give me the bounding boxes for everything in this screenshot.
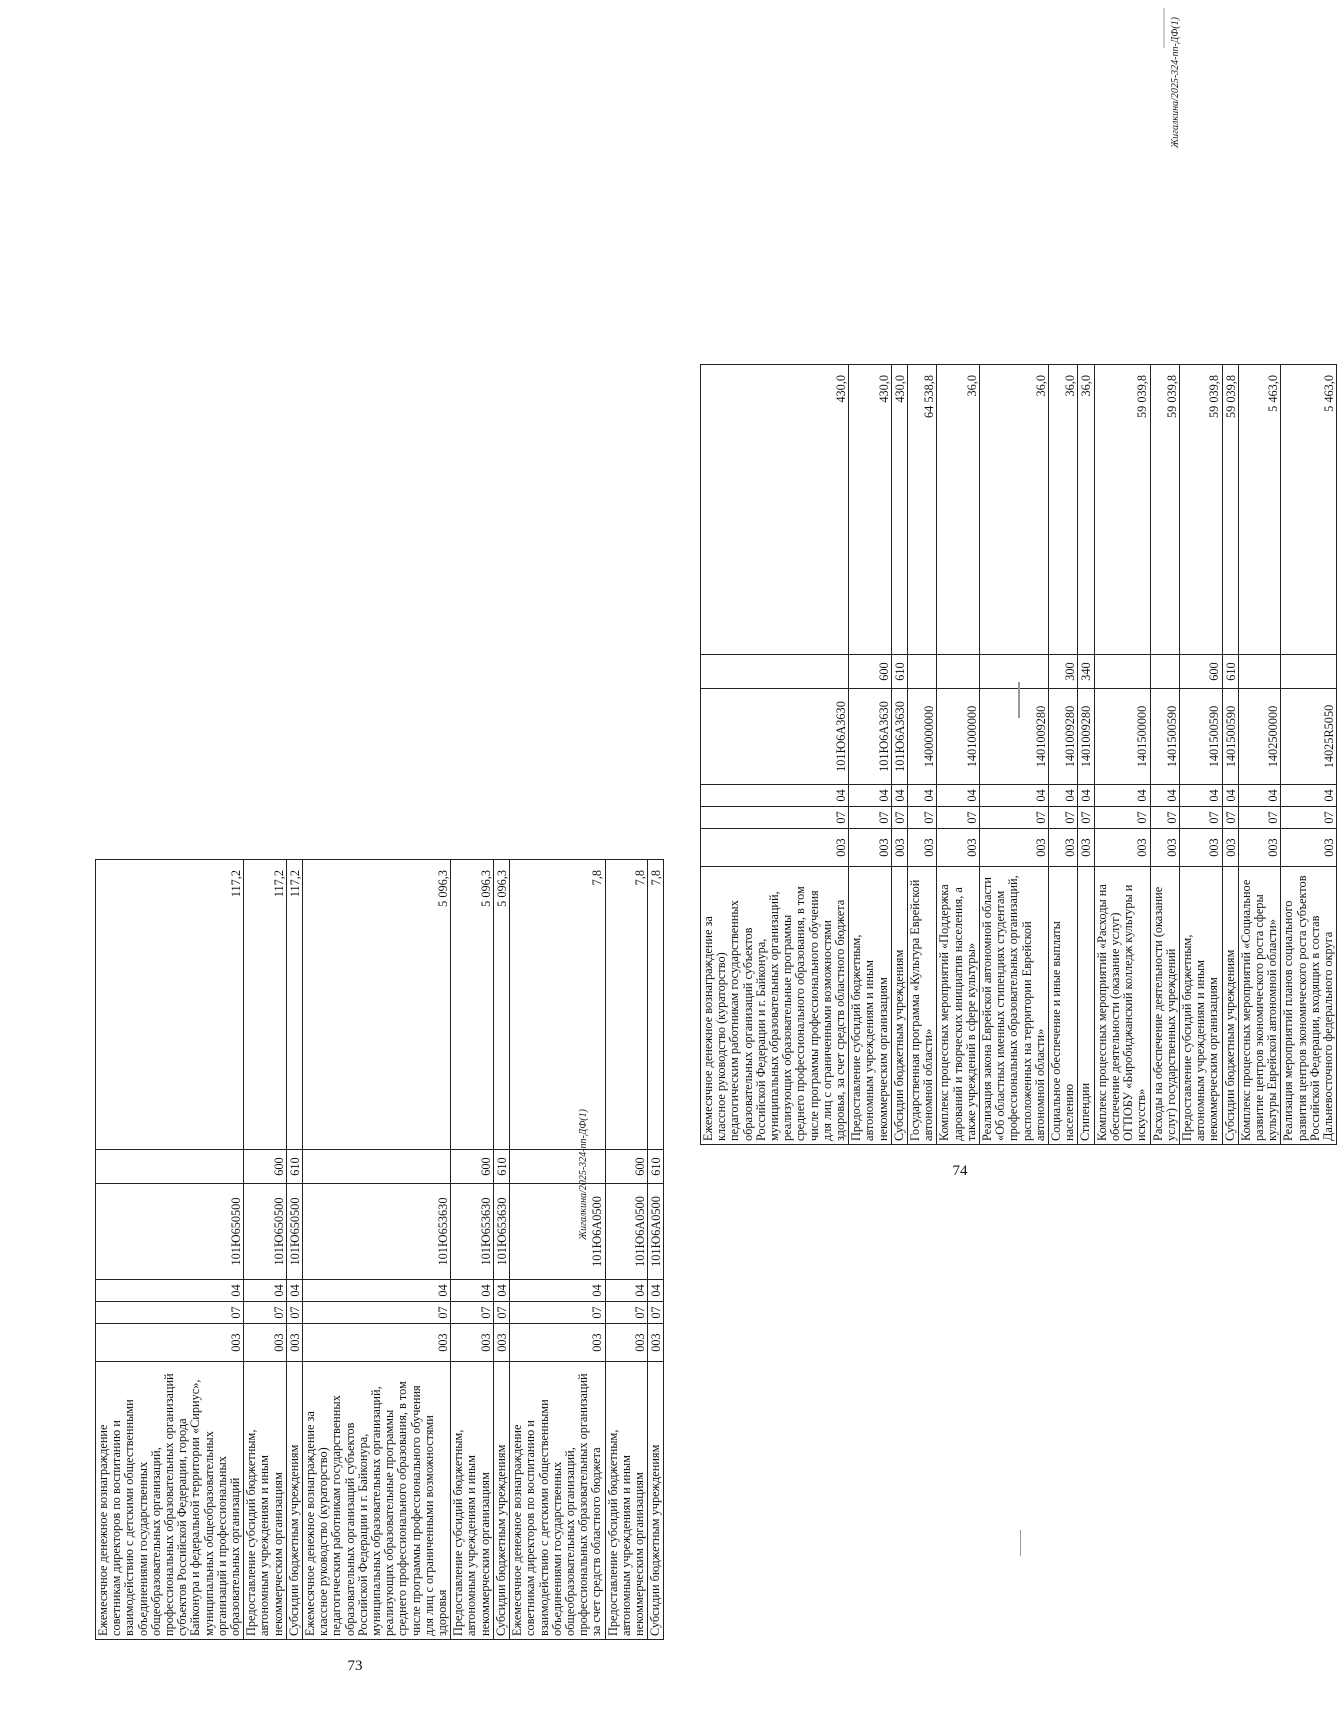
- expense-type-cell: 610: [286, 1150, 302, 1184]
- target-article-cell: 101Ю6А3630: [891, 689, 907, 785]
- amount-cell: 59 039,8: [1179, 365, 1222, 655]
- table-row: [510, 860, 605, 1640]
- expense-type-cell: [96, 1150, 244, 1184]
- amount-cell: 59 039,8: [1222, 365, 1238, 655]
- subsection-code-cell: 04: [1078, 785, 1094, 807]
- target-article-cell: 1401009280: [1078, 689, 1094, 785]
- ministry-code-cell: 003: [980, 829, 1049, 867]
- ministry-code-cell: 003: [286, 1324, 302, 1362]
- row-name-cell: Ежемесячное денежное вознаграждение за классное руководство (кураторство) педагогическим работникам государственных образовательных организаций субъектов Российской Федерации и г. Байконура, муниципальных образовательных организаций, реализующих образовательные программы среднего профессионального образования, в том числе программы профессионального обучения для лиц с ограниченными возможностями здоровья: [303, 1362, 451, 1640]
- table-row: [1094, 365, 1150, 1145]
- amount-cell: 430,0: [849, 365, 892, 655]
- subsection-code-cell: 04: [303, 1280, 451, 1302]
- section-code-cell: 07: [303, 1302, 451, 1324]
- expense-type-cell: [980, 655, 1049, 689]
- section-code-cell: 07: [96, 1302, 244, 1324]
- table-row: [96, 860, 244, 1640]
- subsection-code-cell: 04: [980, 785, 1049, 807]
- subsection-code-cell: 04: [1150, 785, 1179, 807]
- subsection-code-cell: 04: [1094, 785, 1150, 807]
- target-article-cell: 101Ю650500: [244, 1184, 287, 1280]
- expense-type-cell: [1281, 655, 1337, 689]
- expense-type-cell: 610: [648, 1150, 664, 1184]
- amount-cell: 430,0: [891, 365, 907, 655]
- table-row: [937, 365, 980, 1145]
- table-row: [303, 860, 451, 1640]
- ministry-code-cell: 003: [1150, 829, 1179, 867]
- section-code-cell: 07: [286, 1302, 302, 1324]
- row-name-cell: Субсидии бюджетным учреждениям: [648, 1362, 664, 1640]
- table-row: [493, 860, 509, 1640]
- expense-type-cell: [1238, 655, 1281, 689]
- expense-type-cell: [510, 1150, 605, 1184]
- amount-cell: 59 039,8: [1150, 365, 1179, 655]
- amount-cell: 117,2: [96, 860, 244, 1150]
- ministry-code-cell: 003: [701, 829, 849, 867]
- ministry-code-cell: 003: [451, 1324, 494, 1362]
- table-row: [908, 365, 937, 1145]
- subsection-code-cell: 04: [493, 1280, 509, 1302]
- target-article-cell: 101Ю6А0500: [510, 1184, 605, 1280]
- section-code-cell: 07: [1049, 807, 1078, 829]
- budget-table-body: [701, 365, 1337, 1145]
- table-row: [980, 365, 1049, 1145]
- section-code-cell: 07: [493, 1302, 509, 1324]
- amount-cell: 36,0: [1078, 365, 1094, 655]
- ministry-code-cell: 003: [303, 1324, 451, 1362]
- table-row: [1222, 365, 1238, 1145]
- row-name-cell: Предоставление субсидий бюджетным, автономным учреждениям и иным некоммерческим организациям: [1179, 867, 1222, 1145]
- table-row: [1150, 365, 1179, 1145]
- row-name-cell: Предоставление субсидий бюджетным, автономным учреждениям и иным некоммерческим организациям: [849, 867, 892, 1145]
- budget-page-74: [700, 365, 1336, 1179]
- row-name-cell: Реализация закона Еврейской автономной области «Об областных именных стипендиях студентам профессиональных образовательных организаций, расположенных на территории Еврейской автономной области»: [980, 867, 1049, 1145]
- subsection-code-cell: 04: [510, 1280, 605, 1302]
- budget-table: [95, 859, 664, 1640]
- row-name-cell: Предоставление субсидий бюджетным, автономным учреждениям и иным некоммерческим организациям: [605, 1362, 648, 1640]
- section-code-cell: 07: [1179, 807, 1222, 829]
- ministry-code-cell: 003: [244, 1324, 287, 1362]
- target-article-cell: 1401009280: [1049, 689, 1078, 785]
- row-name-cell: Социальное обеспечение и иные выплаты населению: [1049, 867, 1078, 1145]
- expense-type-cell: [701, 655, 849, 689]
- ministry-code-cell: 003: [1094, 829, 1150, 867]
- budget-table-body: [96, 860, 664, 1640]
- subsection-code-cell: 04: [1222, 785, 1238, 807]
- table-row: [1281, 365, 1337, 1145]
- table-row: [648, 860, 664, 1640]
- expense-type-cell: [303, 1150, 451, 1184]
- target-article-cell: 101Ю6А3630: [701, 689, 849, 785]
- target-article-cell: 101Ю653630: [493, 1184, 509, 1280]
- subsection-code-cell: 04: [908, 785, 937, 807]
- ministry-code-cell: 003: [908, 829, 937, 867]
- target-article-cell: 1401500590: [1179, 689, 1222, 785]
- table-row: [891, 365, 907, 1145]
- subsection-code-cell: 04: [605, 1280, 648, 1302]
- target-article-cell: 1401000000: [937, 689, 980, 785]
- ministry-code-cell: 003: [605, 1324, 648, 1362]
- row-name-cell: Комплекс процессных мероприятий «Социальное развитие центров экономического роста сферы культуры Еврейской автономной области»: [1238, 867, 1281, 1145]
- amount-cell: 36,0: [937, 365, 980, 655]
- target-article-cell: 1402500000: [1238, 689, 1281, 785]
- section-code-cell: 07: [908, 807, 937, 829]
- footer-stamp: Жигалкина/2025-324-пп-ДФ(1): [578, 1109, 589, 1240]
- footer-stamp: Жигалкина/2025-324-пп-ДФ(1): [1170, 17, 1181, 148]
- section-code-cell: 07: [244, 1302, 287, 1324]
- budget-page-73: [95, 860, 664, 1674]
- target-article-cell: 1401500590: [1222, 689, 1238, 785]
- table-row: [849, 365, 892, 1145]
- table-row: [451, 860, 494, 1640]
- row-name-cell: Ежемесячное денежное вознаграждение советникам директоров по воспитанию и взаимодействию с детскими общественными объединениями государственных общеобразовательных организаций, профессиональных образовательных организаций за счет средств областного бюджета: [510, 1362, 605, 1640]
- section-code-cell: 07: [648, 1302, 664, 1324]
- subsection-code-cell: 04: [849, 785, 892, 807]
- ministry-code-cell: 003: [1281, 829, 1337, 867]
- section-code-cell: 07: [849, 807, 892, 829]
- target-article-cell: 101Ю650500: [96, 1184, 244, 1280]
- table-row: [286, 860, 302, 1640]
- section-code-cell: 07: [510, 1302, 605, 1324]
- subsection-code-cell: 04: [648, 1280, 664, 1302]
- row-name-cell: Комплекс процессных мероприятий «Расходы на обеспечение деятельности (оказание услуг) ОГПОБУ «Биробиджанский колледж культуры и искусств»: [1094, 867, 1150, 1145]
- row-name-cell: Реализация мероприятий планов социального развития центров экономического роста субъектов Российской Федерации, входящих в состав Дальневосточного федерального округа: [1281, 867, 1337, 1145]
- expense-type-cell: 600: [849, 655, 892, 689]
- target-article-cell: 101Ю650500: [286, 1184, 302, 1280]
- amount-cell: 5 096,3: [451, 860, 494, 1150]
- ministry-code-cell: 003: [1078, 829, 1094, 867]
- target-article-cell: 101Ю653630: [451, 1184, 494, 1280]
- ministry-code-cell: 003: [1238, 829, 1281, 867]
- row-name-cell: Субсидии бюджетным учреждениям: [493, 1362, 509, 1640]
- section-code-cell: 07: [937, 807, 980, 829]
- expense-type-cell: [1150, 655, 1179, 689]
- row-name-cell: Субсидии бюджетным учреждениям: [1222, 867, 1238, 1145]
- amount-cell: 59 039,8: [1094, 365, 1150, 655]
- target-article-cell: 101Ю6А3630: [849, 689, 892, 785]
- section-code-cell: 07: [1281, 807, 1337, 829]
- amount-cell: 7,8: [605, 860, 648, 1150]
- ministry-code-cell: 003: [648, 1324, 664, 1362]
- expense-type-cell: [937, 655, 980, 689]
- ministry-code-cell: 003: [937, 829, 980, 867]
- subsection-code-cell: 04: [701, 785, 849, 807]
- target-article-cell: 14025R5050: [1281, 689, 1337, 785]
- section-code-cell: 07: [701, 807, 849, 829]
- scan-artifact: [1163, 8, 1165, 48]
- row-name-cell: Субсидии бюджетным учреждениям: [891, 867, 907, 1145]
- expense-type-cell: 600: [1179, 655, 1222, 689]
- subsection-code-cell: 04: [244, 1280, 287, 1302]
- row-name-cell: Расходы на обеспечение деятельности (оказание услуг) государственных учреждений: [1150, 867, 1179, 1145]
- row-name-cell: Ежемесячное денежное вознаграждение за классное руководство (кураторство) педагогическим работникам государственных образовательных организаций субъектов Российской Федерации и г. Байконура, муниципальных образовательных организаций, реализующих образовательные программы среднего профессионального образования, в том числе программы профессионального обучения для лиц с ограниченными возможностями здоровья, за счет средств областного бюджета: [701, 867, 849, 1145]
- amount-cell: 117,2: [286, 860, 302, 1150]
- amount-cell: 5 096,3: [493, 860, 509, 1150]
- subsection-code-cell: 04: [891, 785, 907, 807]
- row-name-cell: Предоставление субсидий бюджетным, автономным учреждениям и иным некоммерческим организациям: [451, 1362, 494, 1640]
- amount-cell: 5 463,0: [1238, 365, 1281, 655]
- target-article-cell: 101Ю653630: [303, 1184, 451, 1280]
- target-article-cell: 101Ю6А0500: [648, 1184, 664, 1280]
- target-article-cell: 1401500590: [1150, 689, 1179, 785]
- subsection-code-cell: 04: [96, 1280, 244, 1302]
- section-code-cell: 07: [1094, 807, 1150, 829]
- amount-cell: 430,0: [701, 365, 849, 655]
- table-row: [244, 860, 287, 1640]
- subsection-code-cell: 04: [937, 785, 980, 807]
- subsection-code-cell: 04: [286, 1280, 302, 1302]
- row-name-cell: Комплекс процессных мероприятий «Поддержка дарований и творческих инициатив населения, а также учреждений в сфере культуры»: [937, 867, 980, 1145]
- ministry-code-cell: 003: [891, 829, 907, 867]
- target-article-cell: 1401009280: [980, 689, 1049, 785]
- ministry-code-cell: 003: [849, 829, 892, 867]
- subsection-code-cell: 04: [1049, 785, 1078, 807]
- row-name-cell: Субсидии бюджетным учреждениям: [286, 1362, 302, 1640]
- section-code-cell: 07: [1238, 807, 1281, 829]
- expense-type-cell: 610: [891, 655, 907, 689]
- page-number: 73: [347, 1658, 363, 1674]
- ministry-code-cell: 003: [1222, 829, 1238, 867]
- scan-artifact: [1020, 1530, 1021, 1556]
- row-name-cell: Государственная программа «Культура Еврейской автономной области»: [908, 867, 937, 1145]
- expense-type-cell: 600: [244, 1150, 287, 1184]
- amount-cell: 36,0: [980, 365, 1049, 655]
- target-article-cell: 1400000000: [908, 689, 937, 785]
- amount-cell: 7,8: [510, 860, 605, 1150]
- ministry-code-cell: 003: [1049, 829, 1078, 867]
- table-row: [1078, 365, 1094, 1145]
- amount-cell: 36,0: [1049, 365, 1078, 655]
- subsection-code-cell: 04: [1179, 785, 1222, 807]
- ministry-code-cell: 003: [1179, 829, 1222, 867]
- expense-type-cell: 610: [1222, 655, 1238, 689]
- ministry-code-cell: 003: [510, 1324, 605, 1362]
- expense-type-cell: 300: [1049, 655, 1078, 689]
- ministry-code-cell: 003: [493, 1324, 509, 1362]
- row-name-cell: Ежемесячное денежное вознаграждение советникам директоров по воспитанию и взаимодействию с детскими общественными объединениями государственных общеобразовательных организаций, профессиональных образовательных организаций субъектов Российской Федерации, города Байконура и федеральной территории «Сириус», муниципальных общеобразовательных организаций и профессиональных образовательных организаций: [96, 1362, 244, 1640]
- section-code-cell: 07: [1078, 807, 1094, 829]
- target-article-cell: 1401500000: [1094, 689, 1150, 785]
- amount-cell: 117,2: [244, 860, 287, 1150]
- subsection-code-cell: 04: [451, 1280, 494, 1302]
- table-row: [1238, 365, 1281, 1145]
- expense-type-cell: 600: [451, 1150, 494, 1184]
- table-row: [605, 860, 648, 1640]
- row-name-cell: Предоставление субсидий бюджетным, автономным учреждениям и иным некоммерческим организациям: [244, 1362, 287, 1640]
- row-name-cell: Стипендии: [1078, 867, 1094, 1145]
- budget-table: [700, 364, 1337, 1145]
- section-code-cell: 07: [451, 1302, 494, 1324]
- section-code-cell: 07: [891, 807, 907, 829]
- ministry-code-cell: 003: [96, 1324, 244, 1362]
- scan-artifact: [1018, 682, 1020, 718]
- target-article-cell: 101Ю6А0500: [605, 1184, 648, 1280]
- amount-cell: 5 463,0: [1281, 365, 1337, 655]
- expense-type-cell: 610: [493, 1150, 509, 1184]
- section-code-cell: 07: [1222, 807, 1238, 829]
- subsection-code-cell: 04: [1281, 785, 1337, 807]
- table-row: [1179, 365, 1222, 1145]
- amount-cell: 5 096,3: [303, 860, 451, 1150]
- expense-type-cell: [908, 655, 937, 689]
- section-code-cell: 07: [605, 1302, 648, 1324]
- page-number: 74: [952, 1163, 968, 1179]
- table-row: [1049, 365, 1078, 1145]
- expense-type-cell: 340: [1078, 655, 1094, 689]
- expense-type-cell: 600: [605, 1150, 648, 1184]
- expense-type-cell: [1094, 655, 1150, 689]
- subsection-code-cell: 04: [1238, 785, 1281, 807]
- section-code-cell: 07: [980, 807, 1049, 829]
- amount-cell: 7,8: [648, 860, 664, 1150]
- table-row: [701, 365, 849, 1145]
- amount-cell: 64 538,8: [908, 365, 937, 655]
- section-code-cell: 07: [1150, 807, 1179, 829]
